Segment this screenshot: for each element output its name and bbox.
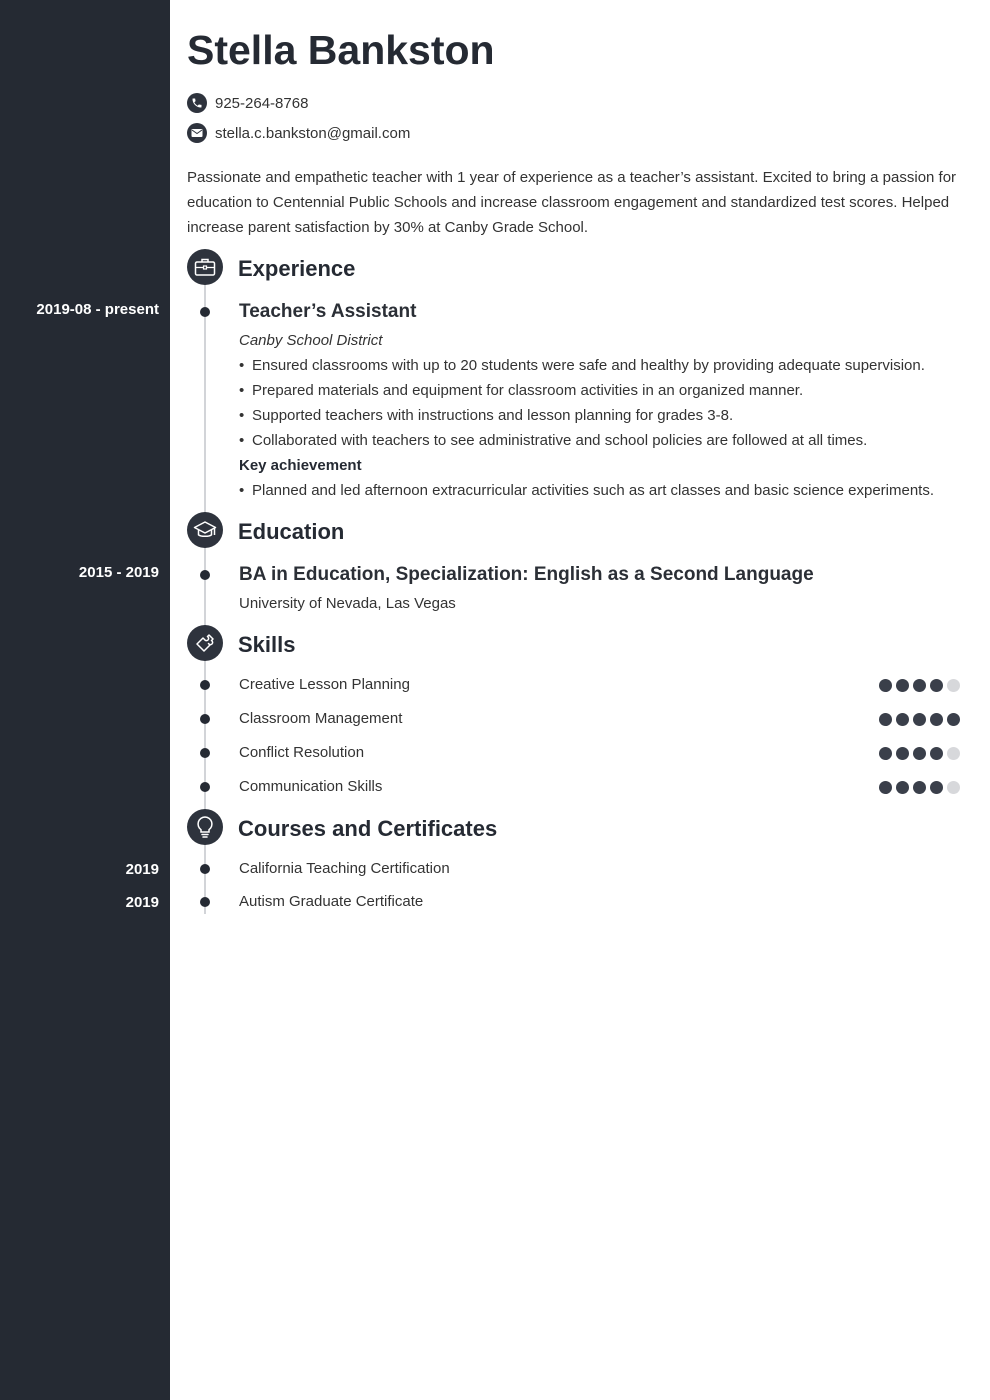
- course-date: 2019: [125, 861, 159, 878]
- key-achievement-label: Key achievement: [239, 457, 362, 474]
- education-date: 2015 - 2019: [78, 564, 159, 581]
- graduation-cap-icon: [187, 512, 223, 548]
- rating-dot-filled: [879, 679, 892, 692]
- rating-dot-filled: [913, 747, 926, 760]
- rating-dot-empty: [947, 781, 960, 794]
- rating-dot-filled: [947, 713, 960, 726]
- phone-contact: [187, 92, 308, 114]
- skill-rating: [879, 679, 960, 692]
- rating-dot-filled: [930, 747, 943, 760]
- rating-dot-filled: [930, 781, 943, 794]
- course-date: 2019: [125, 894, 159, 911]
- phone-icon: [187, 93, 207, 113]
- timeline-dot: [200, 680, 210, 690]
- skill-name: Creative Lesson Planning: [239, 676, 410, 693]
- experience-bullet: • Ensured classrooms with up to 20 students were safe and healthy by providing adequate supervision.: [239, 357, 925, 374]
- experience-date: 2019-08 - present: [36, 301, 159, 318]
- rating-dot-filled: [896, 713, 909, 726]
- rating-dot-filled: [879, 713, 892, 726]
- skills-heading: Skills: [238, 632, 296, 657]
- timeline-dot: [200, 570, 210, 580]
- skill-name: Conflict Resolution: [239, 744, 365, 761]
- school-name: University of Nevada, Las Vegas: [239, 595, 456, 612]
- skill-rating: [879, 747, 960, 760]
- rating-dot-filled: [896, 747, 909, 760]
- education-heading: Education: [238, 519, 345, 544]
- phone-number: 925-264-8768: [215, 94, 309, 112]
- timeline-dot: [200, 307, 210, 317]
- candidate-name: Stella Bankston: [187, 27, 495, 73]
- rating-dot-empty: [947, 747, 960, 760]
- rating-dot-filled: [913, 713, 926, 726]
- company-name: Canby School District: [239, 332, 383, 349]
- experience-bullet: • Collaborated with teachers to see administrative and school policies are followed at all times.: [239, 432, 868, 449]
- experience-bullet: • Prepared materials and equipment for classroom activities in an organized manner.: [239, 382, 804, 399]
- rating-dot-filled: [930, 679, 943, 692]
- rating-dot-filled: [913, 679, 926, 692]
- rating-dot-filled: [930, 713, 943, 726]
- achievement-bullet: • Planned and led afternoon extracurricular activities such as art classes and basic science experiments.: [239, 482, 935, 499]
- skill-rating: [879, 713, 960, 726]
- skill-name: Communication Skills: [239, 778, 383, 795]
- skill-name: Classroom Management: [239, 710, 403, 727]
- timeline-dot: [200, 714, 210, 724]
- rating-dot-filled: [879, 747, 892, 760]
- timeline-dot: [200, 864, 210, 874]
- puzzle-icon: [187, 625, 223, 661]
- rating-dot-filled: [879, 781, 892, 794]
- email-contact: [187, 122, 410, 144]
- job-title: Teacher’s Assistant: [239, 301, 417, 322]
- email-icon: [187, 123, 207, 143]
- rating-dot-filled: [913, 781, 926, 794]
- left-sidebar: [0, 0, 170, 1400]
- timeline-dot: [200, 748, 210, 758]
- email-address: stella.c.bankston@gmail.com: [215, 124, 411, 142]
- lightbulb-icon: [187, 809, 223, 845]
- briefcase-icon: [187, 249, 223, 285]
- rating-dot-filled: [896, 679, 909, 692]
- timeline-dot: [200, 782, 210, 792]
- experience-heading: Experience: [238, 256, 356, 281]
- courses-heading: Courses and Certificates: [238, 816, 498, 841]
- rating-dot-filled: [896, 781, 909, 794]
- rating-dot-empty: [947, 679, 960, 692]
- course-name: Autism Graduate Certificate: [239, 893, 424, 910]
- timeline-dot: [200, 897, 210, 907]
- degree-title: BA in Education, Specialization: English as a Second Language: [239, 564, 814, 585]
- experience-bullet: • Supported teachers with instructions and lesson planning for grades 3-8.: [239, 407, 734, 424]
- course-name: California Teaching Certification: [239, 860, 450, 877]
- profile-summary: Passionate and empathetic teacher with 1 year of experience as a teacher’s assistant. Excited to bring a passion for education to Centennial Public Schools and increase classroom engagement and standardized test scores. Helped increase parent satisfaction by 30% at Canby Grade School.: [187, 169, 957, 236]
- skill-rating: [879, 781, 960, 794]
